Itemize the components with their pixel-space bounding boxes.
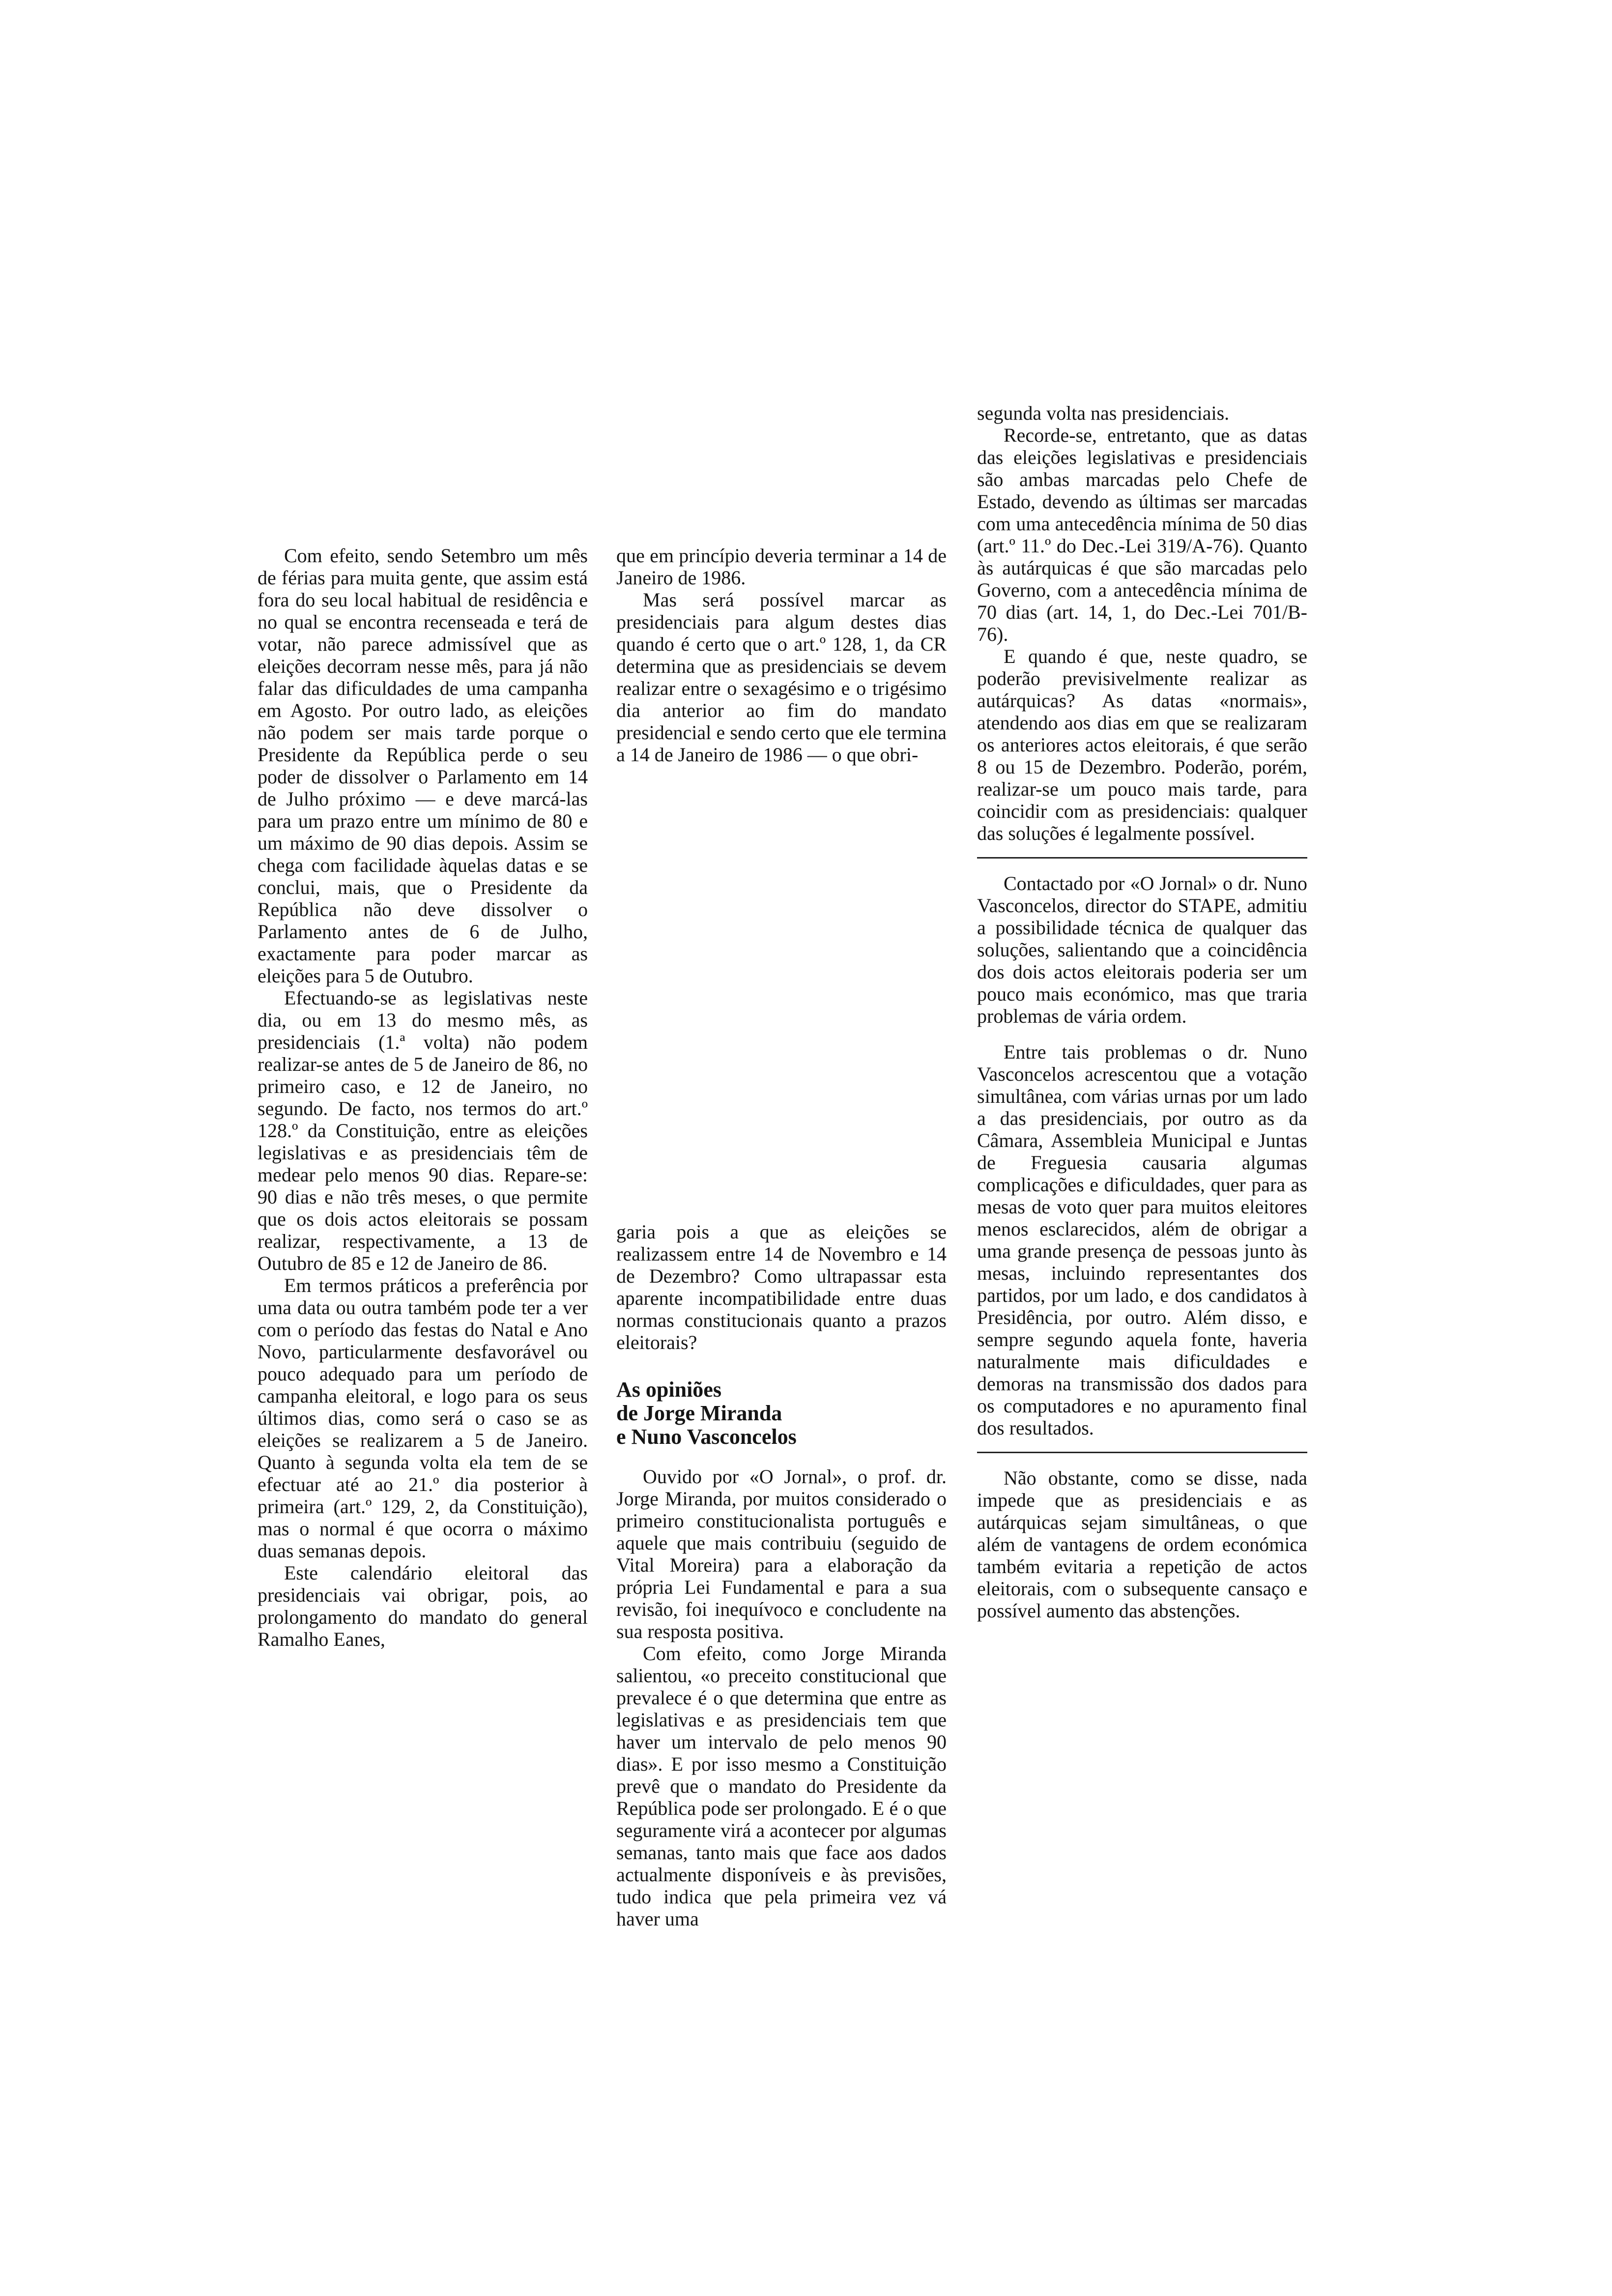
article-column-2-top [616, 545, 947, 766]
paragraph: Com efeito, sendo Setembro um mês de férias para muita gente, que assim está fora do seu local habitual de residência e no qual se encontra recenseada e terá de votar, não parece admissível que as eleições decorram nesse mês, para já não falar das dificuldades de uma campanha em Agosto. Por outro lado, as eleições não podem ser mais tarde porque o Presidente da República perde o seu poder de dissolver o Parlamento em 14 de Julho próximo — e deve marcá-las para um prazo entre um mínimo de 80 e um máximo de 90 dias depois. Assim se chega com facilidade àquelas datas e se conclui, mais, que o Presidente da República não deve dissolver o Parlamento antes de 6 de Julho, exactamente para poder marcar as eleições para 5 de Outubro. [258, 545, 588, 987]
paragraph: Ouvido por «O Jornal», o prof. dr. Jorge Miranda, por muitos considerado o primeiro constitucionalista português e aquele que mais contribuiu (seguido de Vital Moreira) para a elaboração da própria Lei Fundamental e para a sua revisão, foi inequívoco e concludente na sua resposta positiva. [616, 1465, 947, 1642]
paragraph: garia pois a que as eleições se realizassem entre 14 de Novembro e 14 de Dezembro? Como ultrapassar esta aparente incompatibilidade entre duas normas constitucionais quanto a prazos eleitorais? [616, 1221, 947, 1353]
paragraph: que em princípio deveria terminar a 14 de Janeiro de 1986. [616, 545, 947, 589]
heading-line: e Nuno Vasconcelos [616, 1425, 797, 1449]
article-column-3 [977, 402, 1307, 1622]
paragraph: Este calendário eleitoral das presidenciais vai obrigar, pois, ao prolongamento do mandato do general Ramalho Eanes, [258, 1562, 588, 1650]
paragraph: segunda volta nas presidenciais. [977, 402, 1230, 424]
paragraph: Com efeito, como Jorge Miranda salientou, «o preceito constitucional que prevalece é o que determina que entre as legislativas e as presidenciais tem que haver um intervalo de pelo menos 90 dias». E por isso mesmo a Constituição prevê que o mandato do Presidente da República pode ser prolongado. E é o que seguramente virá a acontecer por algumas semanas, tanto mais que face aos dados actualmente disponíveis e às previsões, tudo indica que pela primeira vez vá haver uma [616, 1642, 947, 1930]
paragraph: Efectuando-se as legislativas neste dia, ou em 13 do mesmo mês, as presidenciais (1.ª volta) não podem realizar-se antes de 5 de Janeiro de 86, no primeiro caso, e 12 de Janeiro, no segundo. De facto, nos termos do art.º 128.º da Constituição, entre as eleições legislativas e as presidenciais têm de medear pelo menos 90 dias. Repare-se: 90 dias e não três meses, o que permite que os dois actos eleitorais se possam realizar, respectivamente, a 13 de Outubro de 85 e 12 de Janeiro de 86. [258, 987, 588, 1274]
paragraph: Mas será possível marcar as presidenciais para algum destes dias quando é certo que o art.º 128, 1, da CR determina que as presidenciais se devem realizar entre o sexagésimo e o trigésimo dia anterior ao fim do mandato presidencial e sendo certo que ele termina a 14 de Janeiro de 1986 — o que obri- [616, 589, 947, 766]
section-heading [616, 1378, 947, 1449]
paragraph: Recorde-se, entretanto, que as datas das eleições legislativas e presidenciais são ambas marcadas pelo Chefe de Estado, devendo as últimas ser marcadas com uma antecedência mínima de 50 dias (art.º 11.º do Dec.-Lei 319/A-76). Quanto às autárquicas é que são marcadas pelo Governo, com a antecedência mínima de 70 dias (art. 14, 1, do Dec.-Lei 701/B-76). [977, 424, 1307, 645]
paragraph: Em termos práticos a preferência por uma data ou outra também pode ter a ver com o período das festas do Natal e Ano Novo, particularmente desfavorável ou pouco adequado para um período de campanha eleitoral, e logo para os seus últimos dias, como será o caso se as eleições se realizarem a 5 de Janeiro. Quanto à segunda volta ela tem de se efectuar até ao 21.º dia posterior à primeira (art.º 129, 2, da Constituição), mas o normal é que ocorra o máximo duas semanas depois. [258, 1274, 588, 1562]
paragraph: Entre tais problemas o dr. Nuno Vasconcelos acrescentou que a votação simultânea, com várias urnas por um lado a das presidenciais, por outro as da Câmara, Assembleia Municipal e Juntas de Freguesia causaria algumas complicações e dificuldades, quer para as mesas de voto quer para muitos eleitores menos esclarecidos, além de obrigar a uma grande presença de pessoas junto às mesas, incluindo representantes dos partidos, por um lado, e dos candidatos à Presidência, por outro. Além disso, e sempre segundo aquela fonte, haveria naturalmente mais dificuldades e demoras na transmissão dos dados para os computadores e no apuramento final dos resultados. [977, 1041, 1307, 1453]
paragraph: Contactado por «O Jornal» o dr. Nuno Vasconcelos, director do STAPE, admitiu a possibilidade técnica de qualquer das soluções, salientando que a coincidência dos dois actos eleitorais poderia ser um pouco mais económico, mas que traria problemas de vária ordem. [977, 872, 1307, 1027]
paragraph: Não obstante, como se disse, nada impede que as presidenciais e as autárquicas sejam simultâneas, o que além de vantagens de ordem económica também evitaria a repetição de actos eleitorais, com o subsequente cansaço e possível aumento das abstenções. [977, 1467, 1307, 1622]
article-column-1 [258, 545, 588, 1650]
heading-line: As opiniões [616, 1378, 721, 1402]
paragraph: E quando é que, neste quadro, se poderão previsivelmente realizar as autárquicas? As datas «normais», atendendo aos dias em que se realizaram os anteriores actos eleitorais, é que serão 8 ou 15 de Dezembro. Poderão, porém, realizar-se um pouco mais tarde, para coincidir com as presidenciais: qualquer das soluções é legalmente possível. [977, 645, 1307, 859]
heading-line: de Jorge Miranda [616, 1401, 782, 1425]
article-column-2-bottom [616, 1221, 947, 1930]
